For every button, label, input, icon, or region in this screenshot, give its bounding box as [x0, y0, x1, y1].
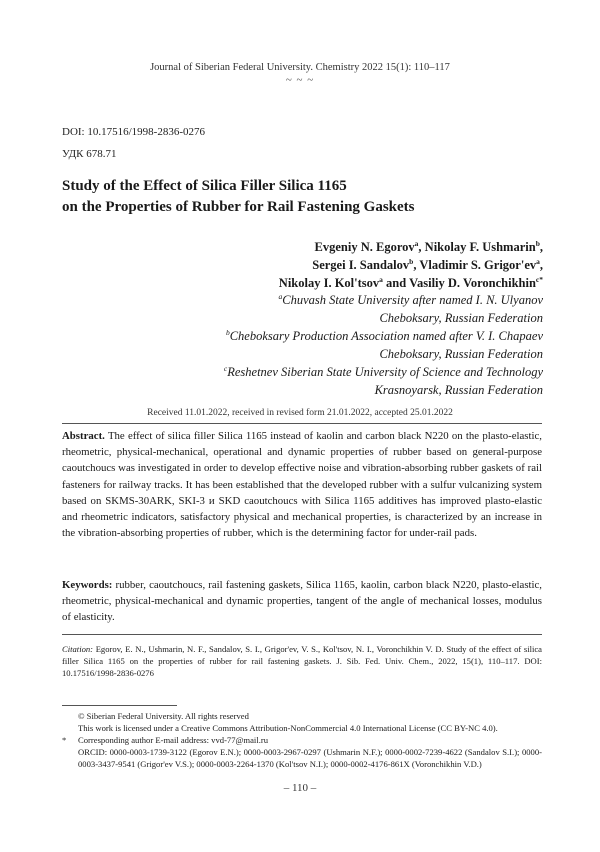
footnotes [62, 710, 542, 770]
paper-title [62, 176, 542, 218]
title-line-1: Study of the Effect of Silica Filler Silica 1165 [62, 178, 347, 194]
author-sup: a [414, 238, 419, 248]
author-sup: c* [535, 274, 543, 284]
author-name: Nikolay I. Kol'tsov [278, 276, 380, 290]
authors-line-2 [279, 256, 543, 274]
keywords-label: Keywords: [62, 579, 113, 591]
author-name: Sergei I. Sandalov [312, 258, 410, 272]
affiliation-sup: b [225, 327, 230, 337]
footnote-text: ORCID: 0000-0003-1739-3122 (Egorov E.N.); 0000-0003-2967-0297 (Ushmarin N.F.); 0000-0002-7239-4622 (Sandalov S.I.); 0000-0003-3437-9541 (Grigor'ev V.S.); 0000-0003-2264-1370 (Kol'tsov N.I.); 0000-0002-4176-861X (Voronchikhin V.D.) [78, 747, 542, 769]
footnote [62, 746, 542, 770]
abstract [62, 428, 542, 541]
affiliation-org [224, 291, 543, 309]
footnote [62, 734, 542, 746]
author-name: Nikolay F. Ushmarin [424, 240, 536, 254]
authors-block [279, 238, 543, 292]
header-separator: ~ ~ ~ [285, 74, 315, 86]
keywords-text: rubber, caoutchoucs, rail fastening gaskets, Silica 1165, kaolin, carbon black N220, plasto-elastic, rheometric, physical-mechanical and dynamic properties, tangent of the angle of mechanical losses, modulus of elasticity. [62, 579, 543, 624]
citation-label: Citation: [62, 644, 94, 654]
author-name: Vladimir S. Grigor'ev [419, 258, 537, 272]
author-sup: b [535, 238, 540, 248]
affiliation-sup: c [223, 363, 228, 373]
affiliation-city: Cheboksary, Russian Federation [379, 347, 543, 361]
divider [62, 423, 542, 424]
affiliations-block [224, 291, 543, 399]
affiliation-org-name: Reshetnev Siberian State University of Science and Technology [227, 365, 543, 379]
author-sep: , [539, 240, 543, 254]
author-sep: and [382, 276, 410, 290]
divider [62, 634, 542, 635]
footnote-text: © Siberian Federal University. All rights reserved [78, 711, 249, 721]
author-sep: , [413, 258, 420, 272]
affiliation-org [224, 363, 543, 381]
author-sup: a [379, 274, 383, 284]
affiliation-city: Cheboksary, Russian Federation [379, 311, 543, 325]
journal-header: Journal of Siberian Federal University. Chemistry 2022 15(1): 110–117 [150, 62, 450, 73]
author-name: Evgeniy N. Egorov [314, 240, 415, 254]
affiliation-org-name: Chuvash State University after named I. N. Ulyanov [282, 293, 543, 307]
abstract-text: The effect of silica filler Silica 1165 instead of kaolin and carbon black N220 on the plasto-elastic, rheometric, physical-mechanical, operational and dynamic properties of rubber based on general-purpose caoutchoucs was investigated in order to develop effective noise and vibration-absorbing rubber gaskets of rail fasteners for railway tracks. It has been established that the developed rubber with a sulfur vulcanizing system based on SKMS-30ARK, SKI-3 и SKD caoutchoucs with Silica 1165 additives has improved plasto-elastic and rheometric indicators, satisfactory physical and mechanical properties, is characterized by an increase in the vibration-absorbing properties of rubber, which is the determining factor for under-rail pads. [62, 430, 542, 540]
author-sep: , [539, 258, 543, 272]
footnote-text: Corresponding author E-mail address: vvd-77@mail.ru [78, 735, 269, 745]
udk: УДК 678.71 [62, 148, 117, 160]
footnote-mark [62, 746, 78, 770]
footnote-mark: * [62, 735, 67, 745]
footnote-divider [62, 705, 177, 706]
title-line-2: on the Properties of Rubber for Rail Fastening Gaskets [62, 199, 415, 215]
abstract-label: Abstract. [62, 430, 105, 442]
page-number: – 110 – [283, 782, 317, 794]
author-sep: , [418, 240, 425, 254]
affiliation-sup: a [278, 291, 283, 301]
affiliation-city: Krasnoyarsk, Russian Federation [374, 383, 543, 397]
author-sup: b [409, 256, 414, 266]
doi: DOI: 10.17516/1998-2836-0276 [62, 126, 205, 138]
author-name: Vasiliy D. Voronchikhin [409, 276, 536, 290]
received-dates: Received 11.01.2022, received in revised form 21.01.2022, accepted 25.01.2022 [147, 408, 453, 418]
citation-text: Egorov, E. N., Ushmarin, N. F., Sandalov, S. I., Grigor'ev, V. S., Kol'tsov, N. I., Voronchikhin V. D. Study of the effect of silica filler Silica 1165 on the properties of rubber for rail fastening gaskets. J. Sib. Fed. Univ. Chem., 2022, 15(1), 110–117. DOI: 10.17516/1998-2836-0276 [62, 644, 542, 678]
authors-line-1 [279, 238, 543, 256]
citation [62, 643, 542, 679]
affiliation-org-name: Cheboksary Production Association named after V. I. Chapaev [229, 329, 543, 343]
footnote-mark [62, 710, 78, 722]
author-sup: a [536, 256, 540, 266]
keywords [62, 577, 542, 626]
footnote [62, 710, 542, 722]
affiliation-org [224, 327, 543, 345]
footnote-text: This work is licensed under a Creative Commons Attribution-NonCommercial 4.0 International License (CC BY-NC 4.0). [78, 723, 498, 733]
footnote [62, 722, 542, 734]
authors-line-3 [279, 274, 543, 292]
footnote-mark [62, 722, 78, 734]
